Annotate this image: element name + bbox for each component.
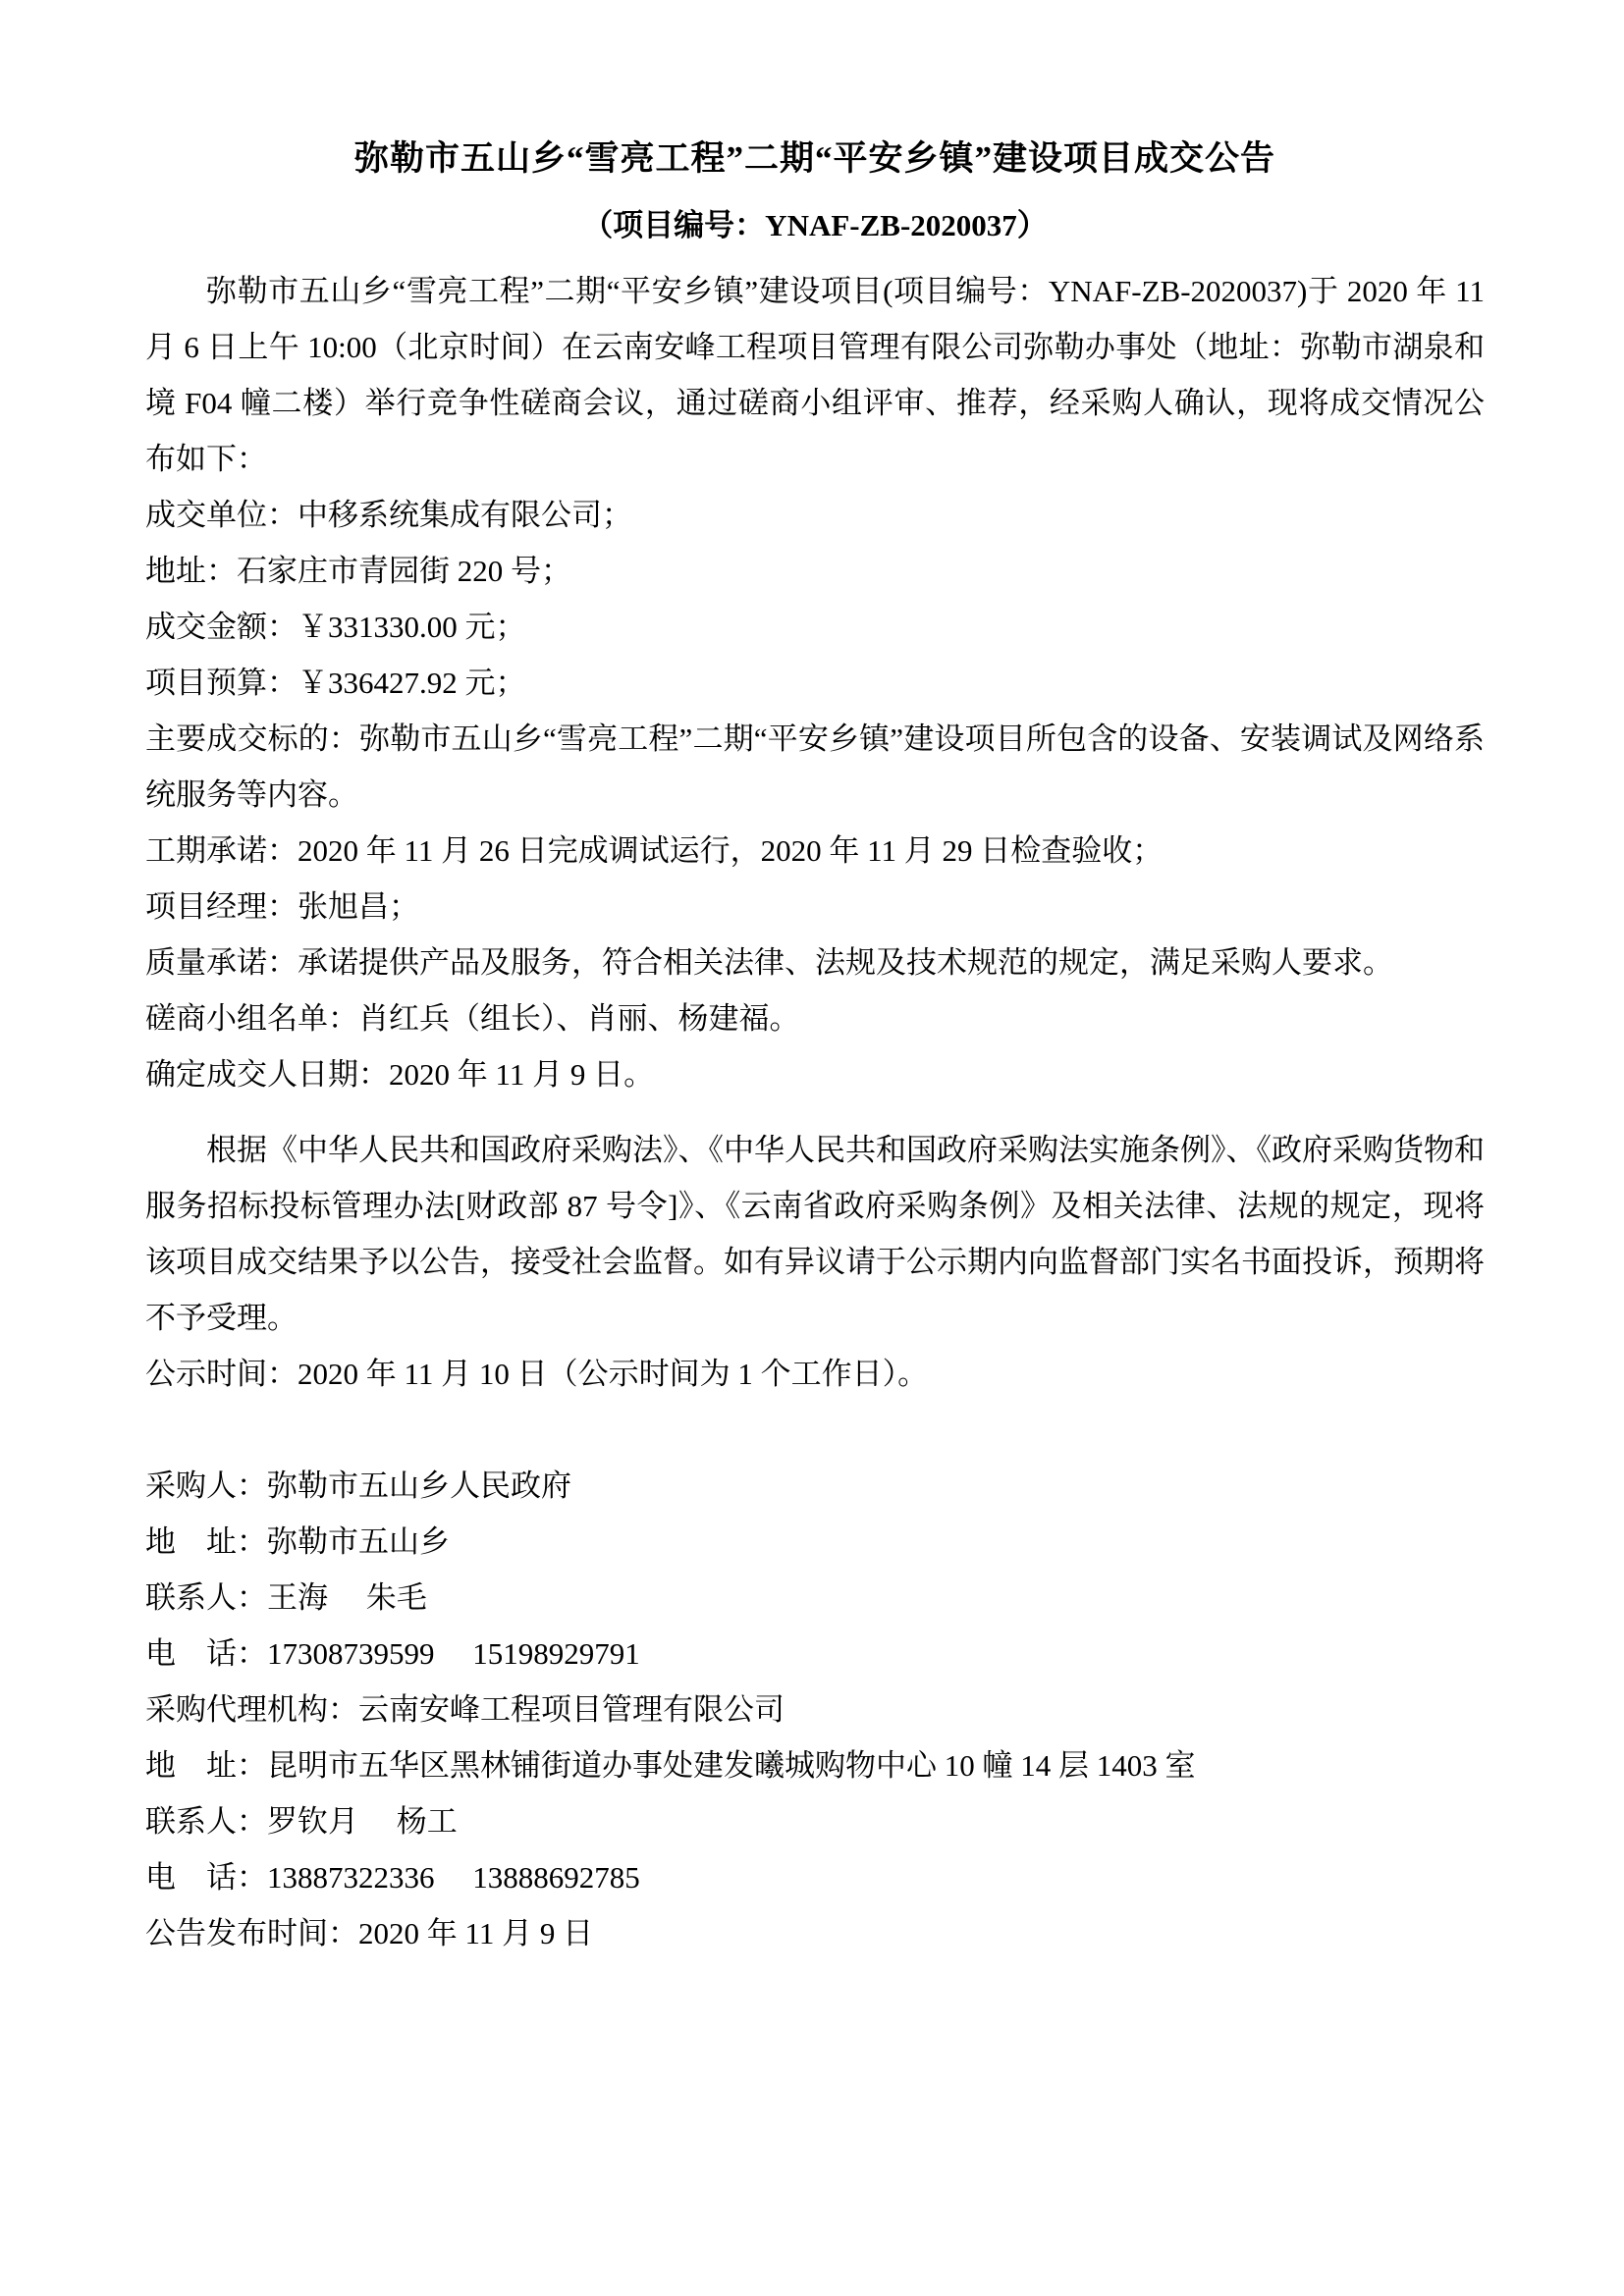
award-field-decision-date: 确定成交人日期：2020 年 11 月 9 日。 [145,1057,655,1092]
purchaser-line: 采购人：弥勒市五山乡人民政府 [145,1468,571,1503]
page-title: 弥勒市五山乡“雪亮工程”二期“平安乡镇”建设项目成交公告 [353,139,1275,178]
page-content [145,135,1485,1961]
agency-contact-line: 联系人：罗钦月 杨工 [145,1804,458,1839]
award-field-manager: 项目经理：张旭昌； [145,889,419,924]
award-field-budget: 项目预算：￥336427.92 元； [145,666,526,700]
award-field-panel: 磋商小组名单：肖红兵（组长）、肖丽、杨建福。 [145,1001,800,1036]
agency-address-line: 地 址：昆明市五华区黑林铺街道办事处建发曦城购物中心 10 幢 14 层 1403 室 [145,1748,1196,1783]
agency-line: 采购代理机构：云南安峰工程项目管理有限公司 [145,1692,785,1727]
award-field-schedule: 工期承诺：2020 年 11 月 26 日完成调试运行，2020 年 11 月 29 日检查验收； [145,833,1164,868]
award-field-subject: 主要成交标的：弥勒市五山乡“雪亮工程”二期“平安乡镇”建设项目所包含的设备、安装调试及网络系统服务等内容。 [145,721,1485,812]
award-field-quality: 质量承诺：承诺提供产品及服务，符合相关法律、法规及技术规范的规定，满足采购人要求。 [145,945,1393,980]
purchaser-contact-line: 联系人：王海 朱毛 [145,1580,427,1615]
contact-block [145,1458,1485,1961]
publish-date-line: 公告发布时间：2020 年 11 月 9 日 [145,1916,594,1950]
announcement-body [145,263,1485,1402]
award-field-winner: 成交单位：中移系统集成有限公司； [145,498,632,532]
purchaser-phone-line: 电 话：17308739599 15198929791 [145,1636,640,1671]
intro-paragraph: 弥勒市五山乡“雪亮工程”二期“平安乡镇”建设项目(项目编号：YNAF-ZB-2020037)于 2020 年 11 月 6 日上午 10:00（北京时间）在云南安峰工程项目管理有限公司弥勒办事处（地址：弥勒市湖泉和境 F04 幢二楼）举行竞争性磋商会议，通过磋商小组评审、推荐，经采购人确认，现将成交情况公布如下： [145,274,1485,476]
award-field-address: 地址：石家庄市青园街 220 号； [145,554,571,588]
award-field-amount: 成交金额：￥331330.00 元； [145,610,526,644]
publicity-period-line: 公示时间：2020 年 11 月 10 日（公示时间为 1 个工作日）。 [145,1357,929,1391]
agency-phone-line: 电 话：13887322336 13888692785 [145,1860,640,1895]
project-number-subtitle: （项目编号：YNAF-ZB-2020037） [582,208,1048,242]
legal-basis-paragraph: 根据《中华人民共和国政府采购法》、《中华人民共和国政府采购法实施条例》、《政府采购货物和服务招标投标管理办法[财政部 87 号令]》、《云南省政府采购条例》及相关法律、法规的规定，现将该项目成交结果予以公告，接受社会监督。如有异议请于公示期内向监督部门实名书面投诉，预期将不予受理。 [145,1133,1485,1335]
purchaser-address-line: 地 址：弥勒市五山乡 [145,1524,450,1559]
